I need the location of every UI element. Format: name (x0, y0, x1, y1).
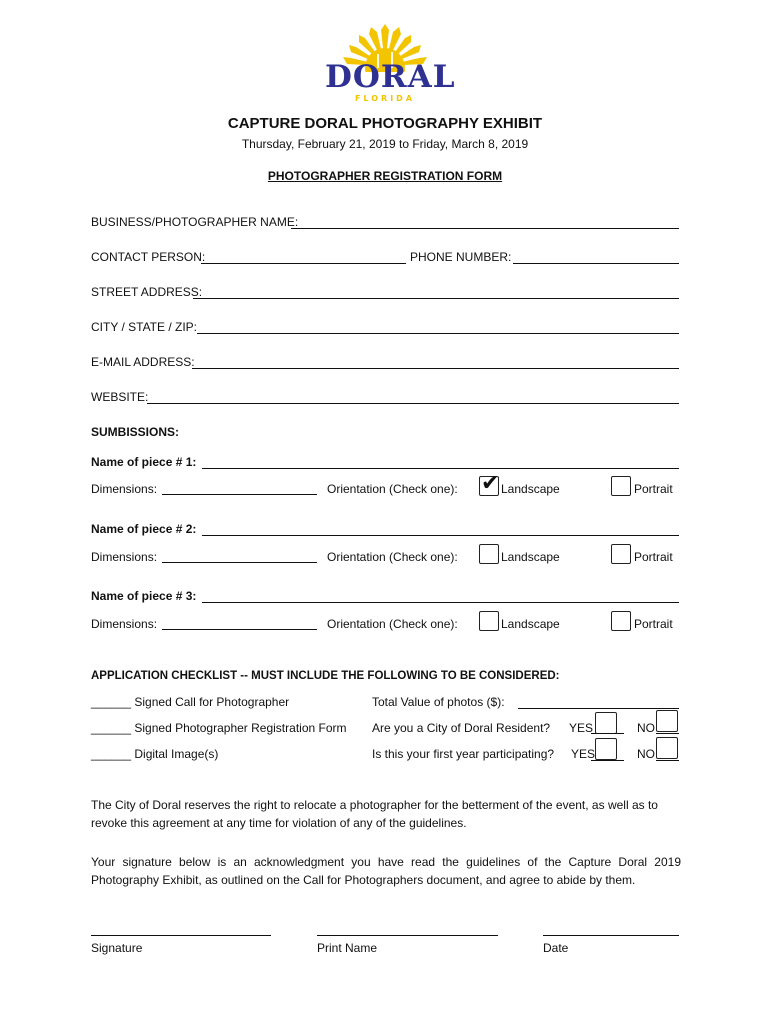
exhibit-title: CAPTURE DORAL PHOTOGRAPHY EXHIBIT (227, 115, 543, 132)
piece-2-dimensions-label: Dimensions: (91, 550, 158, 564)
signature-line[interactable] (91, 935, 271, 936)
contact-person-label: CONTACT PERSON: (91, 250, 206, 264)
resident-yes-checkbox[interactable] (595, 712, 617, 734)
piece-2-portrait-checkbox[interactable] (611, 544, 631, 564)
piece-3-name-field[interactable] (202, 602, 679, 603)
checklist-item-call: ______ Signed Call for Photographer (91, 695, 290, 709)
piece-3-portrait-checkbox[interactable] (611, 611, 631, 631)
date-label: Date (543, 941, 569, 955)
piece-1-orientation-label: Orientation (Check one): (327, 482, 458, 496)
business-name-field[interactable] (291, 228, 679, 229)
phone-number-field[interactable] (513, 263, 679, 264)
logo-name: DORAL (325, 59, 456, 95)
piece-3-dimensions-field[interactable] (162, 629, 317, 630)
first-year-no-checkbox[interactable] (656, 737, 678, 759)
resident-yes-underline (591, 733, 624, 734)
piece-2-orientation-label: Orientation (Check one): (327, 550, 458, 564)
piece-1-dimensions-label: Dimensions: (91, 482, 158, 496)
form-title: PHOTOGRAPHER REGISTRATION FORM (267, 169, 503, 183)
check-icon: ✔ (481, 471, 500, 496)
city-state-zip-field[interactable] (197, 333, 679, 334)
piece-1-portrait-checkbox[interactable] (611, 476, 631, 496)
piece-3-portrait-label: Portrait (634, 617, 673, 631)
date-line[interactable] (543, 935, 679, 936)
email-label: E-MAIL ADDRESS: (91, 355, 195, 369)
total-value-field[interactable] (518, 708, 679, 709)
piece-2-dimensions-field[interactable] (162, 562, 317, 563)
piece-1-dimensions-field[interactable] (162, 494, 317, 495)
print-name-label: Print Name (317, 941, 378, 955)
website-field[interactable] (147, 403, 679, 404)
first-year-no-underline (656, 760, 679, 761)
website-label: WEBSITE: (91, 390, 149, 404)
contact-person-field[interactable] (201, 263, 406, 264)
signature-label: Signature (91, 941, 143, 955)
exhibit-dates: Thursday, February 21, 2019 to Friday, March 8, 2019 (241, 137, 529, 151)
piece-3-label: Name of piece # 3: (91, 589, 197, 603)
doral-logo (325, 22, 456, 108)
piece-3-dimensions-label: Dimensions: (91, 617, 158, 631)
piece-2-label: Name of piece # 2: (91, 522, 197, 536)
resident-no-checkbox[interactable] (656, 710, 678, 732)
piece-2-portrait-label: Portrait (634, 550, 673, 564)
business-name-label: BUSINESS/PHOTOGRAPHER NAME: (91, 215, 299, 229)
piece-1-name-field[interactable] (202, 468, 679, 469)
first-year-yes-underline (591, 760, 624, 761)
piece-1-landscape-label: Landscape (501, 482, 560, 496)
piece-3-landscape-checkbox[interactable] (479, 611, 499, 631)
submissions-heading: SUMBISSIONS: (91, 425, 180, 439)
checklist-item-images: ______ Digital Image(s) (91, 747, 219, 761)
street-address-field[interactable] (193, 298, 679, 299)
first-year-yes-checkbox[interactable] (595, 738, 617, 760)
piece-1-label: Name of piece # 1: (91, 455, 197, 469)
piece-1-landscape-checkbox[interactable] (479, 471, 500, 496)
resident-no-label: NO (637, 721, 655, 735)
first-year-no-label: NO (637, 747, 655, 761)
city-state-zip-label: CITY / STATE / ZIP: (91, 320, 198, 334)
piece-2-name-field[interactable] (202, 535, 679, 536)
total-value-label: Total Value of photos ($): (372, 695, 505, 709)
piece-3-landscape-label: Landscape (501, 617, 560, 631)
piece-2-landscape-label: Landscape (501, 550, 560, 564)
print-name-line[interactable] (317, 935, 498, 936)
first-year-question: Is this your first year participating? (372, 747, 555, 761)
checklist-heading: APPLICATION CHECKLIST -- MUST INCLUDE THE FOLLOWING TO BE CONSIDERED: (91, 670, 560, 682)
email-field[interactable] (192, 368, 679, 369)
logo-sub: FLORIDA (354, 94, 416, 103)
resident-no-underline (656, 733, 679, 734)
signature-ack-paragraph: Your signature below is an acknowledgment you have read the guidelines of the Capture Doral 2019 Photography Exhibit, as outlined on the Call for Photographers document, and agree to abide by them. (91, 855, 681, 887)
phone-number-label: PHONE NUMBER: (410, 250, 512, 264)
first-year-yes-label: YES (571, 747, 596, 761)
checklist-item-registration: ______ Signed Photographer Registration Form (91, 721, 347, 735)
relocate-paragraph: The City of Doral reserves the right to relocate a photographer for the betterment of the event, as well as to revoke this agreement at any time for violation of any of the guidelines. (91, 798, 658, 830)
piece-2-landscape-checkbox[interactable] (479, 544, 499, 564)
resident-yes-label: YES (569, 721, 594, 735)
piece-1-portrait-label: Portrait (634, 482, 673, 496)
resident-question: Are you a City of Doral Resident? (372, 721, 551, 735)
piece-3-orientation-label: Orientation (Check one): (327, 617, 458, 631)
street-address-label: STREET ADDRESS: (91, 285, 203, 299)
